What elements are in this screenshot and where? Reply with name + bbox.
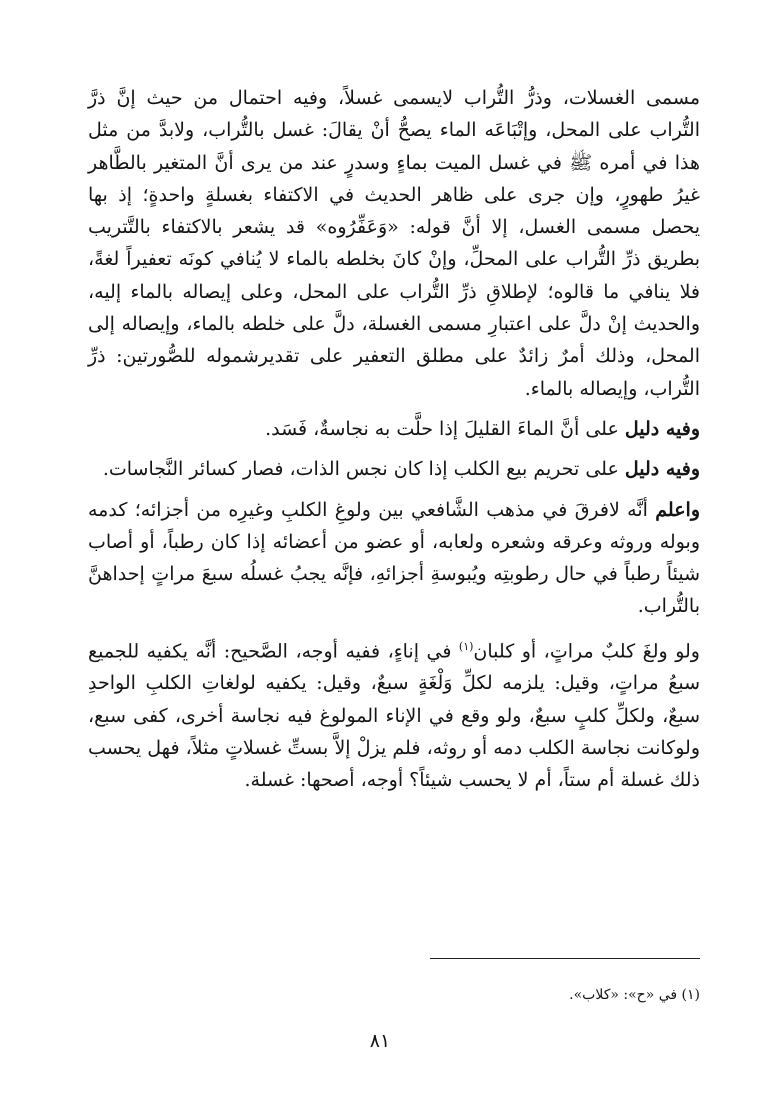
paragraph-5-text: ولو ولغَ كلبٌ مراتٍ، أو كلبان bbox=[473, 640, 700, 663]
paragraph-5-tail: في إناءٍ، ففيه أوجه، الصَّحيح: أنَّه يكفيه للجميع سبعُ مراتٍ، وقيل: يلزمه لكلِّ وَلْغَةٍ سبعٌ، وقيل: يكفيه لولغاتِ الكلبِ الواحدِ سبعٌ، ولكلِّ كلبٍ سبعٌ، ولو وقع في الإناء المولوغ فيه نجاسة أخرى، كفى سبع، ولوكانت نجاسة الكلب دمه أو روثه، فلم يزلْ إلاَّ بستِّ غسلاتٍ مثلاً، فهل يحسب ذلك غسلة أم ستاً، أم لا يحسب شيئاً؟ أوجه، أصحها: غسلة. bbox=[88, 640, 700, 792]
paragraph-5 bbox=[88, 631, 700, 797]
paragraph-1-text: مسمى الغسلات، وذرُّ التُّراب لايسمى غسلاً، وفيه احتمال من حيث إنَّ ذرَّ التُّراب على المحل، وإتْبَاعَه الماء يصحُّ أنْ يقالَ: غسل بالتُّراب، ولابدَّ من مثل هذا في أمره ﷺ في غسل الميت بماءٍ وسدرٍ عند من يرى أنَّ المتغير بالطَّاهر غيرُ طهورٍ، وإن جرى على ظاهر الحديث في الاكتفاء بغسلةٍ واحدةٍ؛ إذ بها يحصل مسمى الغسل، إلا أنَّ قوله: «وَعَفِّرُوه» قد يشعر بالاكتفاء بالتَّتريب بطريق ذرِّ التُّراب على المحلِّ، وإنْ كانَ بخلطه بالماء لا يُنافي كونَه تعفيراً لغةً، فلا ينافي ما قالوه؛ لإطلاقِ ذرِّ التُّراب على المحل، وعلى إيصاله بالماء إليه، والحديث إنْ دلَّ على اعتبارِ مسمى الغسلة، دلَّ على خلطه بالماء، وإيصاله إلى المحل، وذلك أمرٌ زائدٌ على مطلق التعفير على تقديرشموله للصُّورتين: ذرِّ التُّراب، وإيصاله بالماء. bbox=[88, 87, 700, 400]
paragraph-3-text: على تحريم بيع الكلب إذا كان نجس الذات، فصار كسائر النَّجاسات. bbox=[102, 458, 625, 481]
paragraph-3-lead: وفيه دليل bbox=[624, 458, 700, 481]
footnote: (١) في «ح»: «كلاب». bbox=[569, 987, 700, 1003]
paragraph-4-lead: واعلم bbox=[655, 498, 700, 521]
footnote-divider bbox=[430, 958, 700, 959]
main-text bbox=[88, 82, 700, 797]
paragraph-2-lead: وفيه دليل bbox=[624, 417, 700, 440]
page-number: ٨١ bbox=[369, 1030, 391, 1052]
paragraph-4-text: أنَّه لافرقَ في مذهب الشَّافعي بين ولوغِ الكلبِ وغيرِه من أجزائه؛ كدمه وبوله وروثه وعرقه وشعره ولعابه، أو عضو من أعضائه إذا كان رطباً، أو أصاب شيئاً رطباً في حال رطوبتِه ويُبوسةِ أجزائهِ، فإنَّه يجبُ غسلُه سبعَ مراتٍ إحداهنَّ بالتُّراب. bbox=[88, 498, 700, 618]
footnote-reference: (١) bbox=[458, 639, 474, 653]
paragraph-2 bbox=[88, 413, 700, 445]
paragraph-4 bbox=[88, 494, 700, 623]
paragraph-3 bbox=[88, 453, 700, 485]
paragraph-1 bbox=[88, 82, 700, 405]
paragraph-2-text: على أنَّ الماءَ القليلَ إذا حلَّت به نجاسةٌ، فَسَد. bbox=[265, 417, 625, 440]
